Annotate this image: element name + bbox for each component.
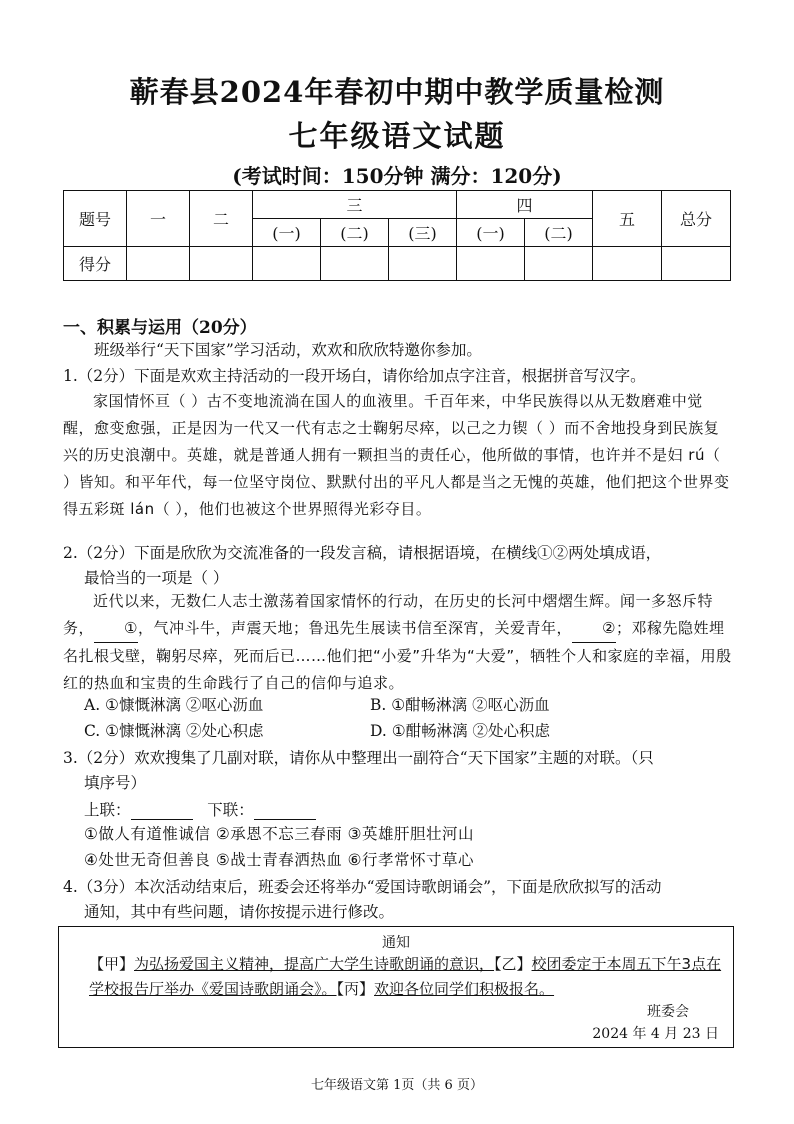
q3-upper-blank[interactable] (131, 801, 193, 820)
q2-option-b[interactable]: B. ①酣畅淋漓 ②呕心沥血 (370, 696, 550, 714)
header-part-3-sub-3: (三) (389, 219, 457, 247)
score-cell[interactable] (662, 247, 731, 281)
header-question-no: 题号 (64, 191, 127, 247)
q4-stem-line-1: 4.（3分）本次活动结束后，班委会还将举办“爱国诗歌朗诵会”，下面是欣欣拟写的活动 (63, 878, 662, 896)
q2-passage-part-a: 近代以来，无数仁人志士激荡着国家情怀的行动，在历史的长河中熠熠生辉。闻一多怒斥特务， (63, 592, 714, 637)
q1-passage: 家国情怀亘（ ）古不变地流淌在国人的血液里。千百年来，中华民族得以从无数磨难中觉醒，愈变愈强，正是因为一代又一代有志之士鞠躬尽瘁，以己之力锲（ ）而不舍地投身到民族复兴的历史浪潮中。英雄，就是普通人拥有一颗担当的责任心，他所做的事情，也许并不是妇 rú（ ）皆知。和平年代，每一位坚守岗位、默默付出的平凡人都是当之无愧的英雄，他们把这个世界变得五彩斑 lán（ ），他们也被这个世界照得光彩夺目。 (63, 392, 730, 518)
header-part-1: 一 (127, 191, 190, 247)
q3-lower-blank[interactable] (254, 801, 316, 820)
header-part-3-sub-2: (二) (321, 219, 389, 247)
q2-passage-part-b: ，气冲斗牛，声震天地；鲁迅先生展读书信至深宵，关爱青年， (138, 619, 573, 637)
header-part-5: 五 (593, 191, 662, 247)
header-part-3-sub-1: (一) (253, 219, 321, 247)
q2-option-c[interactable]: C. ①慷慨淋漓 ②处心积虑 (84, 722, 264, 740)
q2-stem-line-2: 最恰当的一项是（ ） (84, 569, 229, 587)
q3-stem-line-1: 3.（2分）欢欢搜集了几副对联，请你从中整理出一副符合“天下国家”主题的对联。（只 (63, 749, 654, 767)
score-cell[interactable] (525, 247, 593, 281)
q2-passage-part-c: ；邓稼先隐姓埋名扎根戈壁，鞠躬尽瘁，死而后已……他们把“小爱”升华为“大爱”，牺牲个人和家庭的幸福，用殷红的热血和宝贵的生命践行了自己的信仰与追求。 (63, 619, 732, 692)
q3-couplets-row-2: ④处世无奇但善良 ⑤战士青春洒热血 ⑥行孝常怀寸草心 (84, 851, 475, 869)
q3-couplets-row-1: ①做人有道惟诚信 ②承恩不忘三春雨 ③英雄肝胆壮河山 (84, 825, 475, 843)
q2-stem-line-1: 2.（2分）下面是欣欣为交流准备的一段发言稿，请根据语境，在横线①②两处填成语， (63, 544, 662, 562)
q2-option-a[interactable]: A. ①慷慨淋漓 ②呕心沥血 (84, 696, 264, 714)
q3-stem-line-2: 填序号） (84, 774, 147, 792)
q2-blank-2[interactable]: ② (572, 615, 616, 643)
q4-stem-line-2: 通知，其中有些问题，请你按提示进行修改。 (84, 903, 395, 921)
score-cell[interactable] (127, 247, 190, 281)
exam-title: 蕲春县2024年春初中期中教学质量检测 (129, 75, 665, 109)
exam-info: (考试时间：150分钟 满分：120分) (232, 164, 562, 188)
score-cell[interactable] (321, 247, 389, 281)
notice-sentence-jia: 为弘扬爱国主义精神，提高广大学生诗歌朗诵的意识， (134, 955, 495, 973)
q2-passage (63, 588, 733, 697)
notice-tag-yi: 【乙】 (494, 955, 532, 973)
exam-subtitle: 七年级语文试题 (288, 119, 506, 153)
notice-sentence-bing: 欢迎各位同学们积极报名。 (374, 980, 555, 998)
notice-tag-jia: 【甲】 (89, 955, 135, 973)
score-cell[interactable] (457, 247, 525, 281)
page-footer: 七年级语文第 1页（共 6 页） (311, 1078, 483, 1093)
q3-lower-label: 下联： (207, 801, 254, 819)
notice-box (58, 926, 734, 1048)
section-1-heading: 一、积累与运用（20分） (63, 318, 257, 338)
header-part-3: 三 (253, 191, 457, 219)
score-row-label: 得分 (64, 247, 127, 281)
header-part-4: 四 (457, 191, 593, 219)
score-cell[interactable] (253, 247, 321, 281)
header-total: 总分 (662, 191, 731, 247)
section-1-intro: 班级举行“天下国家”学习活动，欢欢和欣欣特邀你参加。 (94, 341, 482, 359)
q2-blank-1[interactable]: ① (94, 615, 138, 643)
notice-signer: 班委会 (647, 1004, 689, 1020)
q2-option-d[interactable]: D. ①酣畅淋漓 ②处心积虑 (370, 722, 551, 740)
q1-stem: 1.（2分）下面是欢欢主持活动的一段开场白，请你给加点字注音，根据拼音写汉字。 (63, 367, 646, 385)
header-part-2: 二 (190, 191, 253, 247)
score-table (63, 190, 731, 281)
score-cell[interactable] (389, 247, 457, 281)
notice-tag-bing: 【丙】 (336, 980, 375, 998)
notice-body (89, 952, 729, 1002)
score-cell[interactable] (190, 247, 253, 281)
notice-sentence-yi: 校团委定于本周五下午3点在学校报告厅举办《爱国诗歌朗诵会》。 (89, 955, 722, 998)
header-part-4-sub-2: (二) (525, 219, 593, 247)
q3-answer-line (84, 798, 316, 820)
score-cell[interactable] (593, 247, 662, 281)
header-part-4-sub-1: (一) (457, 219, 525, 247)
notice-heading: 通知 (382, 935, 410, 951)
notice-date: 2024 年 4 月 23 日 (592, 1026, 719, 1042)
q3-upper-label: 上联： (84, 801, 131, 819)
